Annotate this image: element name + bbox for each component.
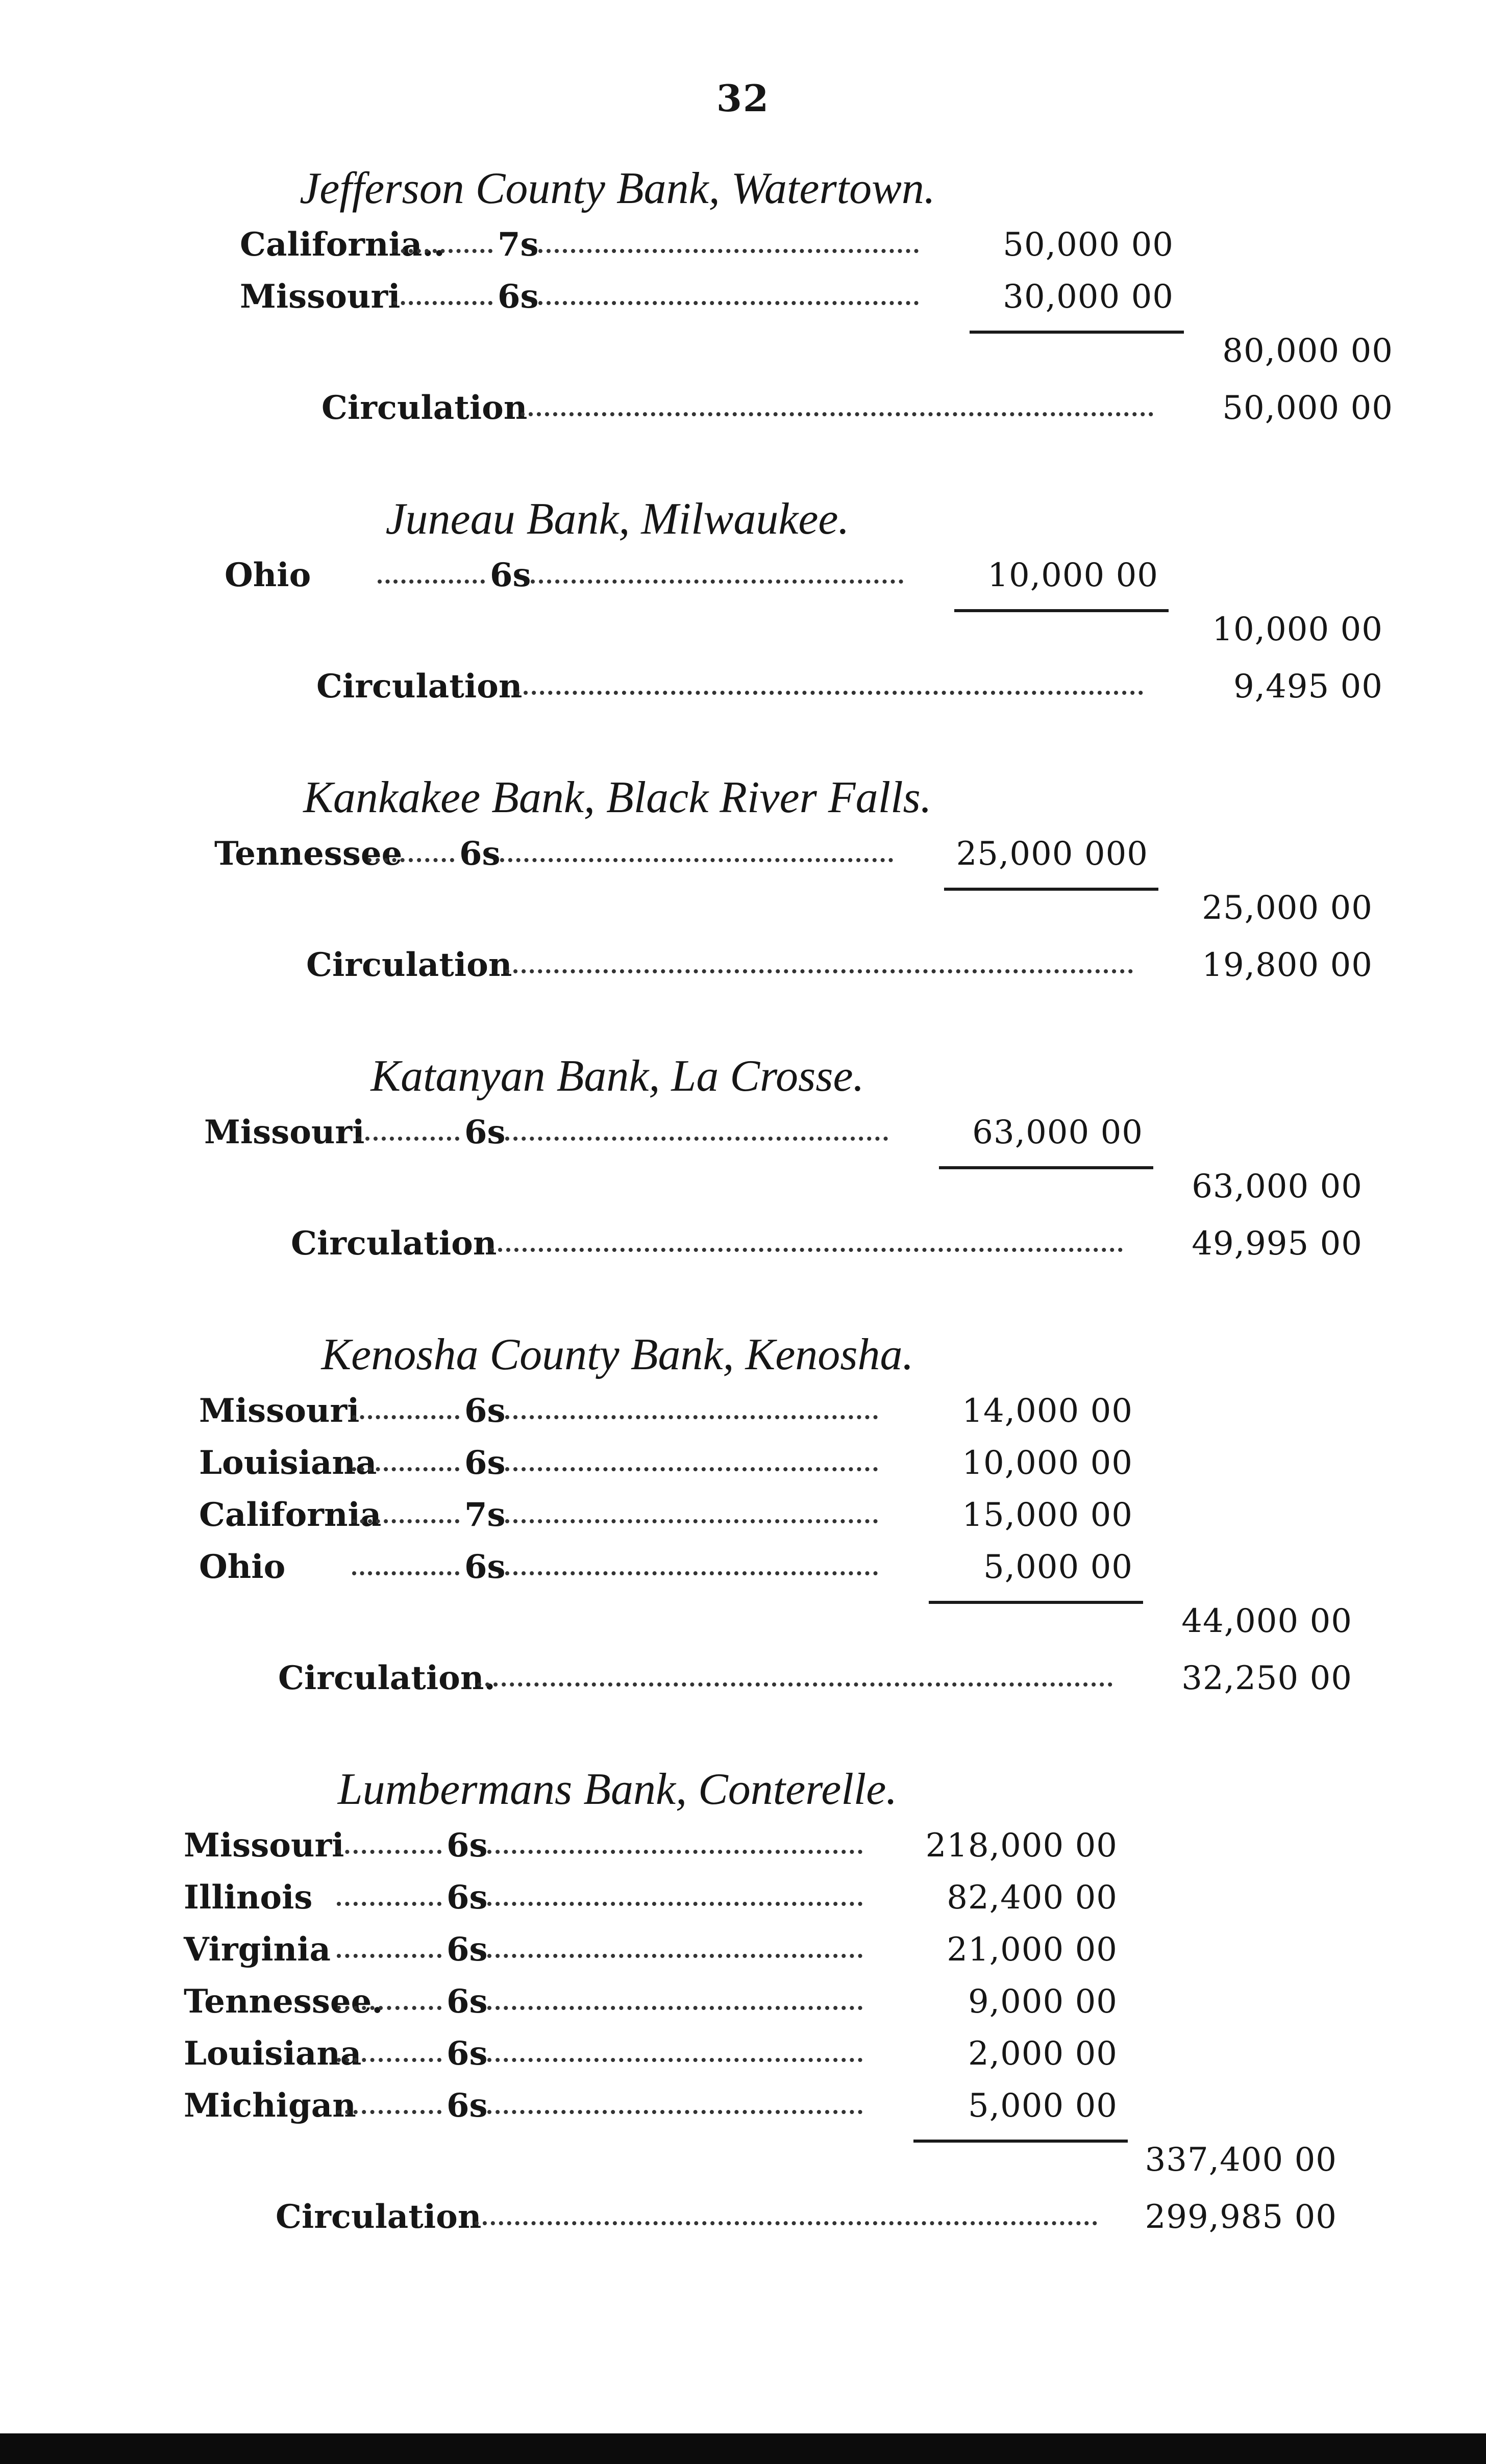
sum-rule	[970, 331, 1184, 334]
dotted-leader	[337, 2006, 441, 2010]
bank-heading: Kenosha County Bank, Kenosha.	[321, 1330, 914, 1379]
security-amount: 5,000 00	[968, 2087, 1118, 2125]
security-row	[240, 219, 1174, 270]
circulation-amount: 19,800 00	[1202, 946, 1373, 984]
dotted-leader	[477, 1682, 1112, 1687]
security-rate: 6s	[447, 2034, 488, 2073]
circulation-amount: 49,995 00	[1192, 1225, 1363, 1263]
security-row	[199, 1438, 1133, 1489]
dotted-leader	[490, 1248, 1123, 1252]
dotted-leader	[352, 1519, 459, 1523]
dotted-leader	[367, 858, 454, 862]
dotted-leader	[538, 249, 919, 253]
security-row	[214, 828, 1148, 879]
circulation-label: Circulation	[291, 1224, 497, 1263]
dotted-leader	[393, 249, 492, 253]
security-state: Ohio	[199, 1548, 286, 1586]
security-rate: 6s	[490, 556, 531, 594]
security-rate: 6s	[447, 2086, 488, 2125]
circulation-label: Circulation	[276, 2198, 482, 2236]
bank-heading: Jefferson County Bank, Watertown.	[300, 164, 935, 213]
sum-rule	[913, 2140, 1128, 2143]
security-state: Illinois	[184, 1878, 313, 1917]
security-rate: 6s	[447, 1930, 488, 1969]
scan-bottom-edge	[0, 2433, 1486, 2464]
circulation-amount: 32,250 00	[1181, 1660, 1352, 1697]
sum-rule	[929, 1601, 1143, 1604]
dotted-leader	[337, 2110, 441, 2114]
dotted-leader	[337, 1954, 441, 1958]
security-rate: 6s	[464, 1444, 506, 1482]
security-state: Missouri	[199, 1392, 360, 1430]
security-amount: 10,000 00	[987, 557, 1158, 594]
bank-heading: Juneau Bank, Milwaukee.	[385, 494, 850, 544]
security-amount: 2,000 00	[968, 2035, 1118, 2073]
total-amount: 63,000 00	[1192, 1168, 1363, 1205]
security-rate: 6s	[447, 1826, 488, 1865]
dotted-leader	[337, 2058, 441, 2062]
security-row	[184, 1872, 1118, 1923]
security-row	[184, 1924, 1118, 1975]
security-row	[184, 1820, 1118, 1871]
dotted-leader	[538, 301, 919, 305]
dotted-leader	[487, 2110, 862, 2114]
security-amount: 15,000 00	[962, 1496, 1133, 1534]
dotted-leader	[505, 1415, 878, 1419]
security-amount: 63,000 00	[972, 1114, 1143, 1151]
security-row	[204, 1107, 1143, 1158]
security-rate: 6s	[498, 278, 539, 316]
bank-heading: Lumbermans Bank, Conterelle.	[337, 1765, 898, 1814]
circulation-label: Circulation	[321, 389, 528, 427]
security-rate: 7s	[498, 225, 539, 264]
security-amount: 218,000 00	[925, 1827, 1118, 1865]
dotted-leader	[487, 1902, 862, 1906]
security-state: Louisiana	[199, 1444, 377, 1482]
dotted-leader	[393, 301, 492, 305]
dotted-leader	[475, 2221, 1097, 2225]
dotted-leader	[378, 580, 485, 584]
sum-rule	[944, 888, 1158, 891]
security-rate: 6s	[459, 835, 501, 873]
bank-heading: Katanyan Bank, La Crosse.	[370, 1051, 864, 1101]
security-state: Louisiana	[184, 2034, 362, 2073]
circulation-label: Circulation	[316, 667, 523, 706]
circulation-amount: 299,985 00	[1145, 2198, 1337, 2236]
page-number: 32	[716, 77, 770, 120]
security-state: California..	[240, 225, 445, 264]
dotted-leader	[337, 1850, 441, 1854]
circulation-amount: 9,495 00	[1233, 668, 1383, 706]
security-amount: 5,000 00	[983, 1548, 1133, 1586]
dotted-leader	[505, 1519, 878, 1523]
total-amount: 25,000 00	[1202, 889, 1373, 927]
security-amount: 9,000 00	[968, 1983, 1118, 2021]
dotted-leader	[487, 2006, 862, 2010]
dotted-leader	[515, 691, 1143, 695]
security-row	[199, 1386, 1133, 1437]
dotted-leader	[337, 1902, 441, 1906]
dotted-leader	[505, 1467, 878, 1471]
security-row	[184, 2080, 1118, 2131]
security-rate: 6s	[464, 1392, 506, 1430]
total-amount: 337,400 00	[1145, 2141, 1337, 2179]
sum-rule	[954, 609, 1169, 612]
circulation-row	[316, 661, 1383, 712]
security-rate: 6s	[447, 1878, 488, 1917]
security-state: Missouri	[204, 1113, 365, 1151]
circulation-row	[276, 2192, 1337, 2243]
total-amount: 44,000 00	[1181, 1602, 1352, 1640]
security-rate: 6s	[447, 1982, 488, 2021]
dotted-leader	[505, 1571, 878, 1575]
circulation-row	[306, 940, 1373, 991]
bank-heading: Kankakee Bank, Black River Falls.	[303, 773, 932, 822]
security-state: Michigan	[184, 2086, 356, 2125]
dotted-leader	[500, 858, 893, 862]
security-row	[199, 1490, 1133, 1541]
security-row	[225, 550, 1158, 601]
security-rate: 6s	[464, 1113, 506, 1151]
security-amount: 30,000 00	[1003, 278, 1174, 316]
security-state: California	[199, 1496, 382, 1534]
dotted-leader	[352, 1467, 459, 1471]
security-amount: 21,000 00	[947, 1931, 1118, 1969]
security-rate: 6s	[464, 1548, 506, 1586]
security-amount: 50,000 00	[1003, 226, 1174, 264]
total-amount: 80,000 00	[1222, 332, 1393, 370]
security-rate: 7s	[464, 1496, 506, 1534]
dotted-leader	[505, 1137, 888, 1141]
dotted-leader	[531, 580, 903, 584]
security-state: Tennessee	[214, 835, 403, 873]
dotted-leader	[521, 412, 1153, 416]
circulation-amount: 50,000 00	[1222, 389, 1393, 427]
security-amount: 14,000 00	[962, 1392, 1133, 1430]
security-amount: 10,000 00	[962, 1444, 1133, 1482]
circulation-label: Circulation	[306, 946, 512, 984]
security-amount: 82,400 00	[947, 1879, 1118, 1917]
security-state: Virginia	[184, 1930, 331, 1969]
dotted-leader	[352, 1571, 459, 1575]
dotted-leader	[487, 1954, 862, 1958]
circulation-row	[291, 1218, 1363, 1269]
security-state: Missouri	[240, 278, 401, 316]
total-amount: 10,000 00	[1212, 611, 1383, 648]
security-state: Ohio	[225, 556, 311, 594]
dotted-leader	[487, 1850, 862, 1854]
dotted-leader	[487, 2058, 862, 2062]
dotted-leader	[352, 1415, 459, 1419]
circulation-row	[321, 383, 1393, 434]
security-amount: 25,000 000	[956, 835, 1148, 873]
sum-rule	[939, 1166, 1153, 1169]
circulation-label: Circulation.	[278, 1659, 496, 1697]
security-row	[199, 1542, 1133, 1593]
security-row	[184, 1976, 1118, 2027]
circulation-row	[278, 1653, 1352, 1704]
dotted-leader	[357, 1137, 459, 1141]
security-row	[240, 271, 1174, 322]
security-state: Tennessee.	[184, 1982, 383, 2021]
dotted-leader	[505, 969, 1133, 973]
security-row	[184, 2028, 1118, 2079]
security-state: Missouri	[184, 1826, 344, 1865]
